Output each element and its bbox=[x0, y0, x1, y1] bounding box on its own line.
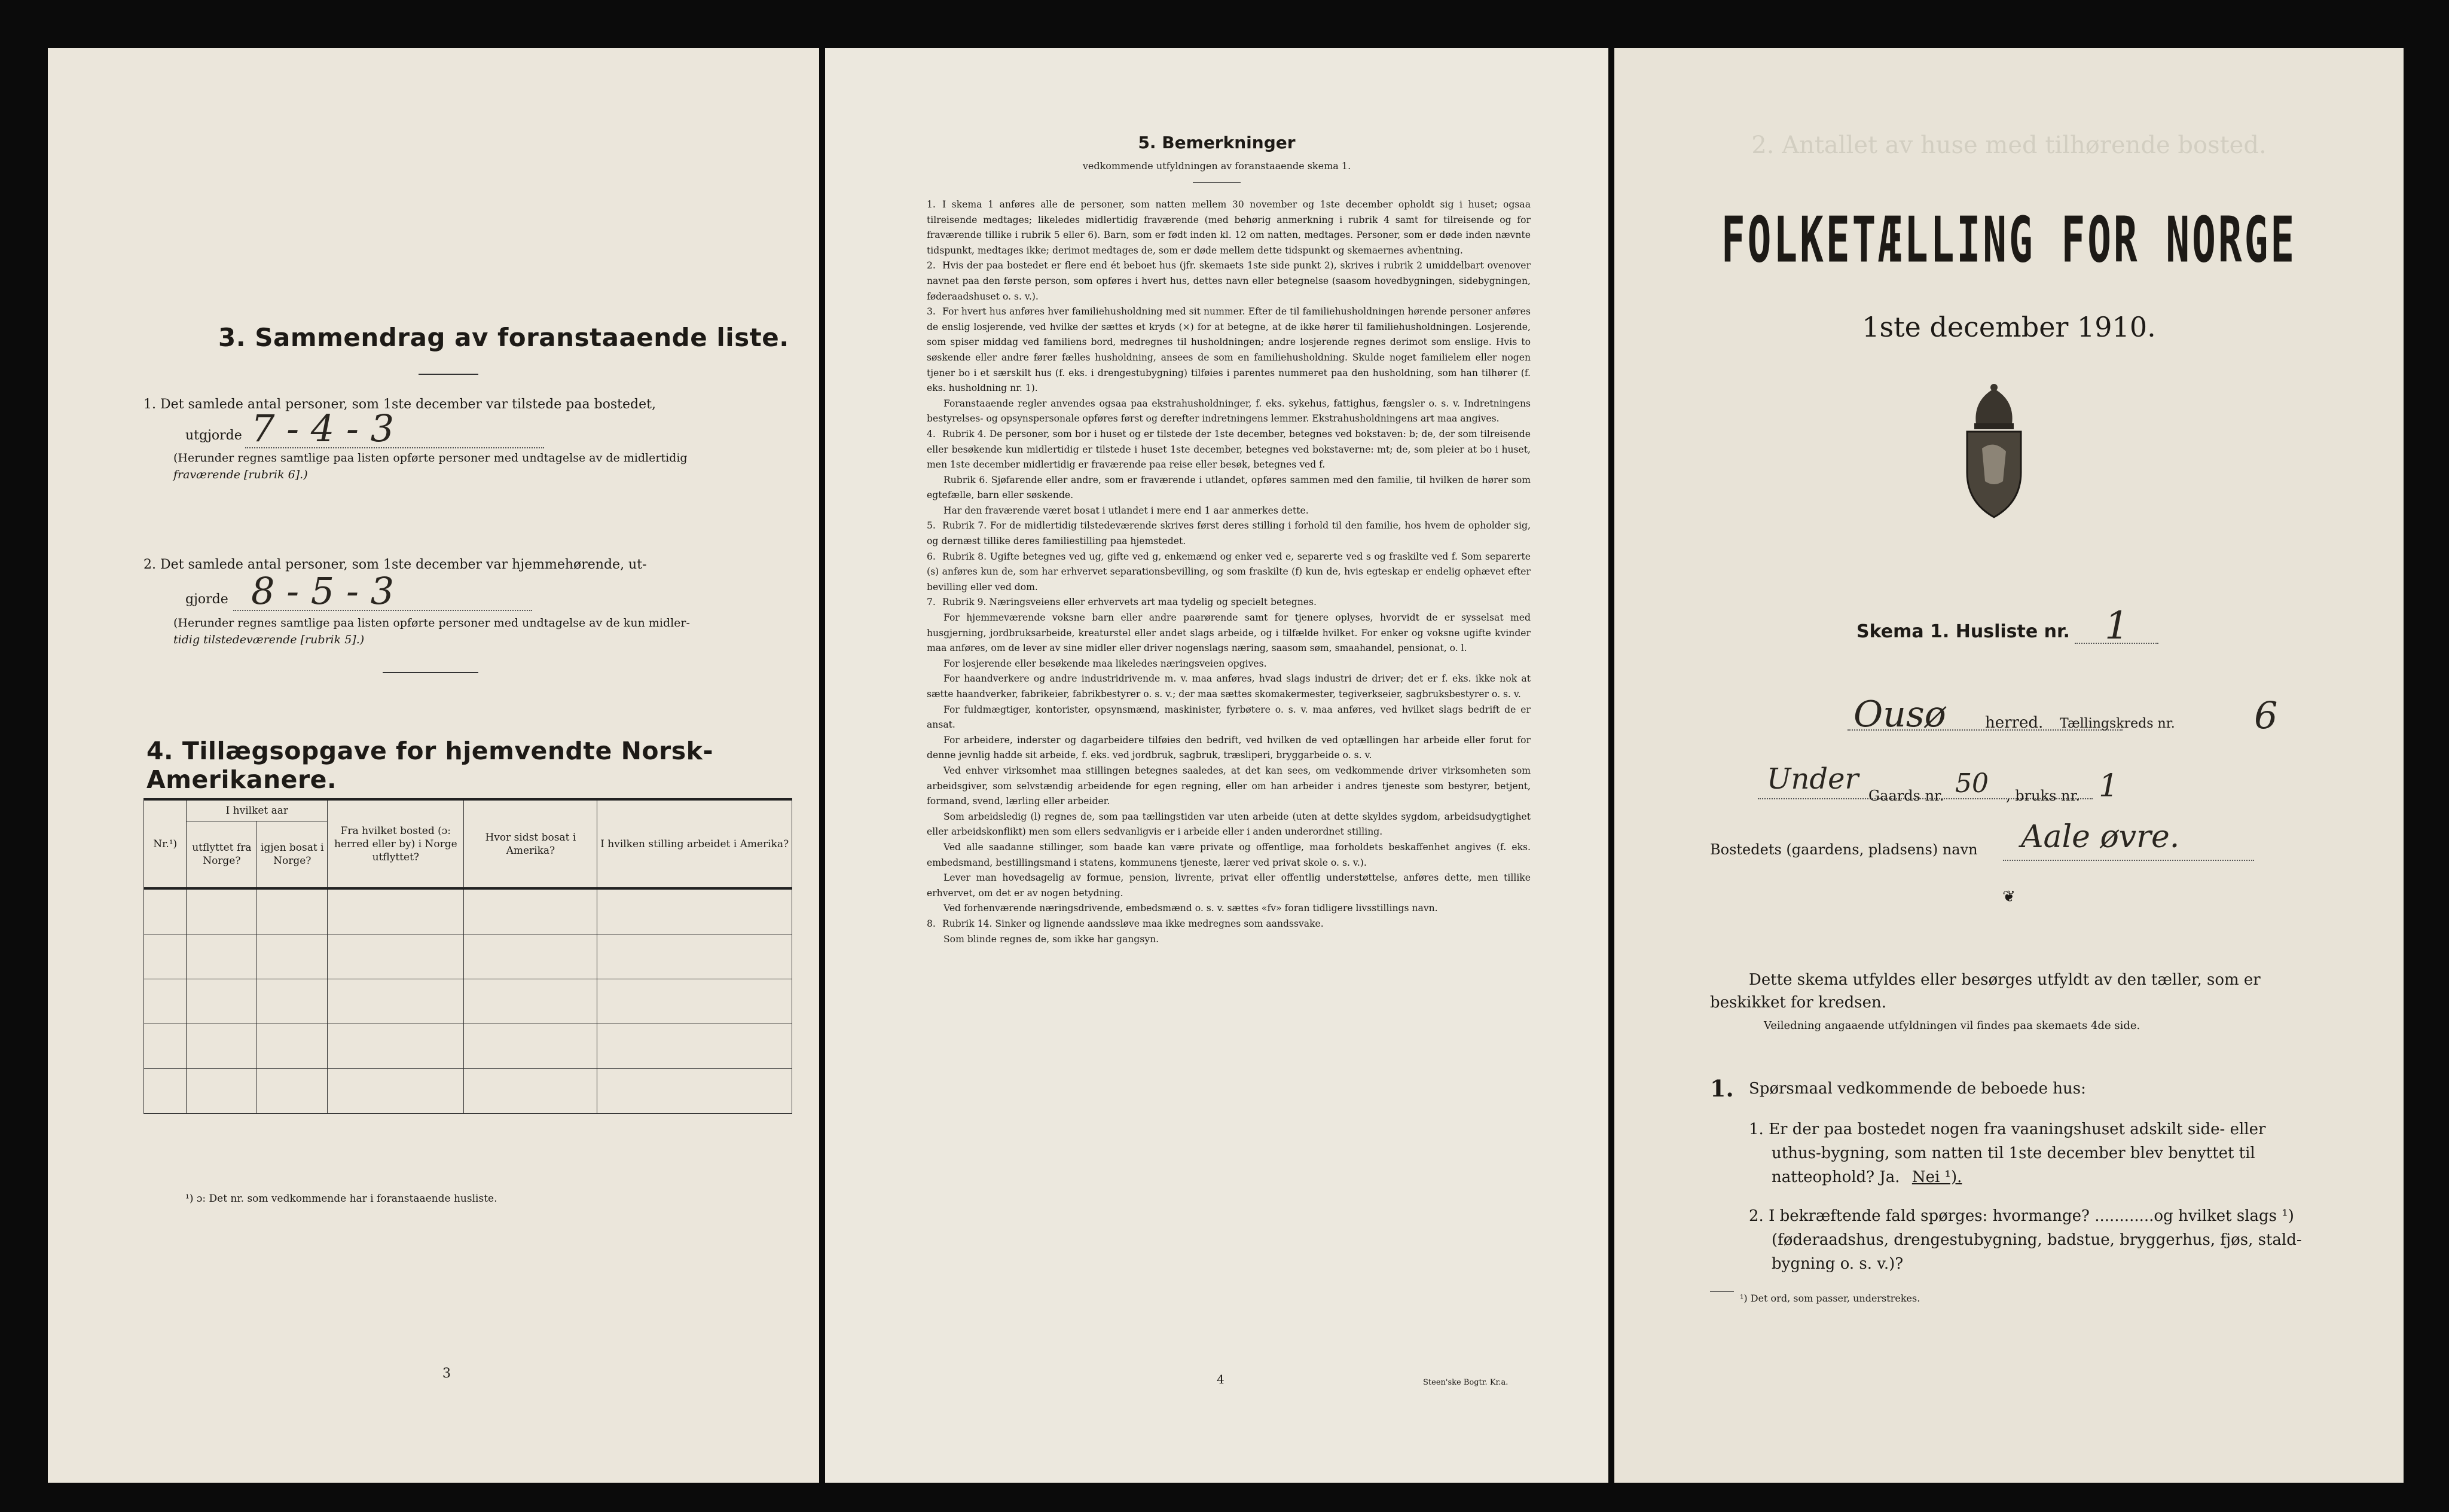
remarks-subtitle: vedkommende utfyldningen av foranstaaende skema 1. bbox=[1082, 160, 1351, 172]
remark-paragraph bbox=[927, 917, 1531, 932]
col-hvor: Hvor sidst bosat i Amerika? bbox=[464, 799, 597, 888]
remark-text: Ved alle saadanne stillinger, som baade kan være private og offentlige, maa forholdets beskaffenhet angives (f. eks. embedsmand, bestillingsmand i statens, kommunens tjeneste, lærer ved privat skole o. s. v.). bbox=[927, 841, 1531, 868]
skema-label: Skema 1. Husliste nr. bbox=[1856, 621, 2070, 642]
remark-number: 6. bbox=[927, 551, 936, 562]
q1-answer-nei: Nei ¹). bbox=[1911, 1168, 1962, 1186]
remark-number: 3. bbox=[927, 306, 936, 317]
remark-text: Rubrik 8. Ugifte betegnes ved ug, gifte ved g, enkemænd og enker ved e, separerte ved s og fraskilte ved f. Som separerte (s) anføres kun de, som har erhvervet separationsbevilling, og som fraskilte (f) kun de, hvis egteskap er endelig ophævet efter bevilling eller ved dom. bbox=[927, 551, 1531, 592]
remark-paragraph bbox=[927, 304, 1531, 396]
instruction-2: beskikket for kredsen. bbox=[1710, 994, 1886, 1012]
remark-paragraph bbox=[927, 932, 1531, 948]
herred-value: Ousø bbox=[1853, 694, 1946, 735]
col-stilling: I hvilken stilling arbeidet i Amerika? bbox=[597, 799, 792, 888]
remark-paragraph bbox=[927, 473, 1531, 503]
remark-text: Rubrik 9. Næringsveiens eller erhvervets art maa tydelig og specielt betegnes. bbox=[942, 597, 1317, 608]
item2-text: 2. Det samlede antal personer, som 1ste december var hjemmehørende, ut- bbox=[143, 557, 647, 572]
gaard-label: Gaards nr. bbox=[1868, 787, 1944, 804]
remark-text: For losjerende eller besøkende maa likeledes næringsveien opgives. bbox=[943, 658, 1267, 669]
q1-line2: uthus-bygning, som natten til 1ste december blev benyttet til bbox=[1772, 1144, 2255, 1162]
q2-line3: bygning o. s. v.)? bbox=[1772, 1255, 1904, 1273]
remark-paragraph bbox=[927, 549, 1531, 595]
remark-text: Foranstaaende regler anvendes ogsaa paa ekstrahusholdninger, f. eks. sykehus, fattighus, fængsler o. s. v. Indretningens bestyrelses- og opsynspersonale opføres først og derefter indretningens lemmer. Ekstrahusholdningens art maa angives. bbox=[927, 398, 1531, 424]
q2-line1: 2. I bekræftende fald spørges: hvormange? ............og hvilket slags ¹) bbox=[1749, 1207, 2294, 1225]
main-title: FOLKETÆLLING FOR NORGE bbox=[1721, 203, 2297, 277]
page-4-bemerkninger bbox=[825, 48, 1608, 1483]
remark-text: For arbeidere, inderster og dagarbeidere tilføies den bedrift, ved hvilken de ved optællingen har arbeide eller forut for denne jevnlig hadde sit arbeide, f. eks. ved jordbruk, sagbruk, træsliperi, bryggarbeide o. s. v. bbox=[927, 734, 1531, 761]
footnote: ¹) Det ord, som passer, understrekes. bbox=[1740, 1293, 1920, 1304]
bruk-label: , bruks nr. bbox=[2006, 787, 2080, 804]
bruk-value: 1 bbox=[2099, 768, 2119, 804]
remark-text: Rubrik 7. For de midlertidig tilstedeværende skrives først deres stilling i forhold til den familie, hos hvem de opholder sig, og dernæst tillike deres familiestilling paa hjemstedet. bbox=[927, 520, 1531, 547]
remark-paragraph bbox=[927, 870, 1531, 901]
q1-line3 bbox=[1772, 1166, 1962, 1189]
page-1-cover bbox=[1614, 48, 2404, 1483]
col-fra: Fra hvilket bosted (ɔ: herred eller by) i Norge utflyttet? bbox=[328, 799, 464, 888]
remark-text: For hjemmeværende voksne barn eller andre paarørende samt for tjenere oplyses, hvorvidt de er sysselsat med husgjerning, jordbruksarbeide, kreaturstel eller andet slags arbeide, og i tilfælde hvilket. For enker og voksne ugifte kvinder maa anføres, om de lever av sine midler eller driver nogenslags næring, saasom søm, smaahandel, pensionat, o. l. bbox=[927, 612, 1531, 654]
bosted-value: Aale øvre. bbox=[2021, 819, 2180, 855]
remark-paragraph bbox=[927, 197, 1531, 258]
col-nr: Nr.¹) bbox=[144, 799, 187, 888]
faded-header: 2. Antallet av huse med tilhørende bosted. bbox=[1751, 132, 2267, 159]
remark-number: 5. bbox=[927, 520, 936, 532]
q1-answer-ja: natteophold? Ja. bbox=[1772, 1168, 1900, 1186]
item1-utgjorde: utgjorde bbox=[185, 428, 242, 443]
divider bbox=[419, 374, 478, 375]
remark-text: Rubrik 14. Sinker og lignende aandssløve maa ikke medregnes som aandssvake. bbox=[942, 918, 1324, 929]
remark-paragraph bbox=[927, 901, 1531, 917]
remark-text: Ved enhver virksomhet maa stillingen betegnes saaledes, at det kan sees, om vedkommende driver virksomheten som arbeidsgiver, som selvstændig arbeidende for egen regning, eller om han arbeider i andres tjeneste som bestyrer, betjent, formand, svend, lærling eller arbeider. bbox=[927, 765, 1531, 807]
remark-number: 8. bbox=[927, 918, 936, 929]
item1-note-2: fraværende [rubrik 6].) bbox=[173, 468, 308, 481]
remark-text: For hvert hus anføres hver familiehusholdning med sit nummer. Efter de til familiehusholdningen hørende personer anføres de enslig losjerende, ved hvilke der sættes et kryds (×) for at betegne, at de ikke hører til familiehusholdningen. Losjerende, som spiser middag ved familiens bord, medregnes til husholdningen; andre losjerende regnes derimot som enslige. Hvis to søskende eller andre fører fælles husholdning, ansees de som en familiehusholdning. Skulde noget familielem eller nogen tjener bo i et særskilt hus (f. eks. i drengestubygning) tilføies i parentes nummeret paa den husholdning, som han tilhører (f. eks. husholdning nr. 1). bbox=[927, 306, 1531, 394]
table-row bbox=[144, 934, 792, 979]
table-row bbox=[144, 1024, 792, 1069]
q2-line2: (føderaadshus, drengestubygning, badstue, bryggerhus, fjøs, stald- bbox=[1772, 1231, 2302, 1249]
remarks-body bbox=[927, 197, 1531, 947]
remark-paragraph bbox=[927, 610, 1531, 656]
bosted-line bbox=[2003, 860, 2254, 861]
remark-text: Hvis der paa bostedet er flere end ét beboet hus (jfr. skemaets 1ste side punkt 2), skrives i rubrik 2 umiddelbart ovenover navnet paa den første person, som opføres i hvert hus, dettes navn eller betegnelse (saasom hovedbygningen, sidebygningen, føderaadshuset o. s. v.). bbox=[927, 260, 1531, 302]
census-date: 1ste december 1910. bbox=[1862, 311, 2156, 343]
section3-title: 3. Sammendrag av foranstaaende liste. bbox=[218, 323, 789, 352]
q1-line1: 1. Er der paa bostedet nogen fra vaaningshuset adskilt side- eller bbox=[1749, 1120, 2266, 1138]
remark-text: For fuldmægtiger, kontorister, opsynsmænd, maskinister, fyrbøtere o. s. v. maa anføres, ved hvilket slags bedrift de er ansat. bbox=[927, 704, 1531, 731]
item1-text: 1. Det samlede antal personer, som 1ste december var tilstede paa bostedet, bbox=[143, 397, 656, 412]
remark-number: 1. bbox=[927, 199, 936, 210]
bosted-label: Bostedets (gaardens, pladsens) navn bbox=[1710, 841, 1978, 858]
question-heading-number: 1. bbox=[1710, 1075, 1734, 1102]
col-group: I hvilket aar bbox=[187, 799, 328, 821]
coat-of-arms-icon bbox=[1955, 383, 2033, 520]
item2-line bbox=[233, 610, 532, 611]
remark-number: 2. bbox=[927, 260, 936, 271]
remark-number: 7. bbox=[927, 597, 936, 608]
divider bbox=[1710, 1291, 1734, 1292]
remark-text: Rubrik 4. De personer, som bor i huset og er tilstede der 1ste december, betegnes ved bokstaven: b; de, der som tilreisende eller besøkende kun midlertidig er tilstede i huset 1ste december, betegnes ved bokstaverne: mt; de, som pleier at bo i huset, men 1ste december midlertidig er fraværende paa reise eller besøk, betegnes ved f. bbox=[927, 428, 1531, 471]
item1-note-1: (Herunder regnes samtlige paa listen opførte personer med undtagelse av de midlertidig bbox=[173, 451, 688, 465]
instruction-1: Dette skema utfyldes eller besørges utfyldt av den tæller, som er bbox=[1749, 971, 2261, 989]
kreds-label: Tællingskreds nr. bbox=[2060, 716, 2175, 731]
question-heading: Spørsmaal vedkommende de beboede hus: bbox=[1749, 1080, 2086, 1098]
remark-number: 4. bbox=[927, 428, 936, 439]
remark-paragraph bbox=[927, 656, 1531, 672]
remark-text: For haandverkere og andre industridrivende m. v. maa anføres, hvad slags industri de driver; det er f. eks. ikke nok at sætte haandverker, fabrikeier, fabrikbestyrer o. s. v.; der maa sættes skomakermester, tegiverkseier, sagbruksbestyrer o. s. v. bbox=[927, 673, 1531, 700]
section4-title: 4. Tillægsopgave for hjemvendte Norsk-Amerikanere. bbox=[146, 737, 713, 794]
remark-text: Som arbeidsledig (l) regnes de, som paa tællingstiden var uten arbeide (uten at dette skyldes sygdom, arbeidsudygtighet eller arbeidskonflikt) men som ellers sedvanligvis er i arbeide eller i anden underordnet stilling. bbox=[927, 811, 1531, 838]
page-number: 3 bbox=[442, 1366, 451, 1381]
printer-imprint: Steen'ske Bogtr. Kr.a. bbox=[1423, 1378, 1509, 1387]
item2-note-1: (Herunder regnes samtlige paa listen opførte personer med undtagelse av de kun midler- bbox=[173, 616, 690, 630]
gaard-value: 50 bbox=[1955, 768, 1989, 799]
remark-text: Ved forhenværende næringsdrivende, embedsmænd o. s. v. sættes «fv» foran tidligere livsstillings navn. bbox=[943, 903, 1438, 914]
remark-paragraph bbox=[927, 733, 1531, 763]
instruction-3: Veiledning angaaende utfyldningen vil findes paa skemaets 4de side. bbox=[1764, 1019, 2140, 1032]
item1-value: 7 - 4 - 3 bbox=[251, 407, 395, 450]
table-row bbox=[144, 979, 792, 1024]
remark-paragraph bbox=[927, 840, 1531, 870]
remark-text: Som blinde regnes de, som ikke har gangsyn. bbox=[943, 933, 1159, 945]
remark-paragraph bbox=[927, 427, 1531, 473]
husliste-value: 1 bbox=[2105, 604, 2129, 648]
remark-text: Rubrik 6. Sjøfarende eller andre, som er fraværende i utlandet, opføres sammen med den familie, til hvilken de hører som egtefælle, barn eller søskende. bbox=[927, 474, 1531, 501]
remark-paragraph bbox=[927, 763, 1531, 810]
ornament-icon: ❦ bbox=[2002, 888, 2016, 906]
remark-paragraph bbox=[927, 258, 1531, 304]
divider bbox=[1193, 182, 1241, 183]
remark-paragraph bbox=[927, 518, 1531, 549]
remark-paragraph bbox=[927, 503, 1531, 519]
col-utflyttet: utflyttet fra Norge? bbox=[187, 821, 257, 889]
remarks-title: 5. Bemerkninger bbox=[1138, 133, 1296, 152]
norsk-amerikanere-table bbox=[143, 798, 792, 1114]
item2-utgjorde: gjorde bbox=[185, 592, 228, 607]
divider bbox=[383, 672, 478, 673]
table-row bbox=[144, 888, 792, 934]
remark-paragraph bbox=[927, 595, 1531, 610]
remark-text: Lever man hovedsagelig av formue, pension, livrente, privat eller offentlig understøttelse, anføres dette, men tillike erhvervet, om det er av nogen betydning. bbox=[927, 872, 1531, 899]
col-igjen: igjen bosat i Norge? bbox=[257, 821, 328, 889]
footnote: ¹) ɔ: Det nr. som vedkommende har i foranstaaende husliste. bbox=[185, 1193, 497, 1205]
kreds-value: 6 bbox=[2254, 694, 2278, 737]
herred-label: herred. bbox=[1985, 714, 2044, 732]
remark-text: Har den fraværende været bosat i utlandet i mere end 1 aar anmerkes dette. bbox=[943, 505, 1309, 516]
item1-line bbox=[245, 447, 544, 448]
page-number: 4 bbox=[1217, 1372, 1224, 1386]
table-row bbox=[144, 1069, 792, 1114]
remark-paragraph bbox=[927, 702, 1531, 733]
item2-note-2: tidig tilstedeværende [rubrik 5].) bbox=[173, 633, 365, 646]
remark-text: I skema 1 anføres alle de personer, som natten mellem 30 november og 1ste december opholdt sig i huset; ogsaa tilreisende medtages; likeledes midlertidig fraværende (med behørig anmerkning i rubrik 4 samt for tilreisende og for fraværende tillike i rubrik 5 eller 6). Barn, som er født inden kl. 12 om natten, medtages. Personer, som er døde inden nævnte tidspunkt, medtages ikke; derimot medtages de, som er døde mellem dette tidspunkt og skemaernes avhentning. bbox=[927, 199, 1531, 256]
page-3 bbox=[48, 48, 819, 1483]
remark-paragraph bbox=[927, 810, 1531, 840]
remark-paragraph bbox=[927, 396, 1531, 427]
remark-paragraph bbox=[927, 671, 1531, 702]
item2-value: 8 - 5 - 3 bbox=[251, 569, 395, 613]
gaard-prefix-value: Under bbox=[1767, 762, 1859, 796]
husliste-line bbox=[2075, 643, 2158, 644]
